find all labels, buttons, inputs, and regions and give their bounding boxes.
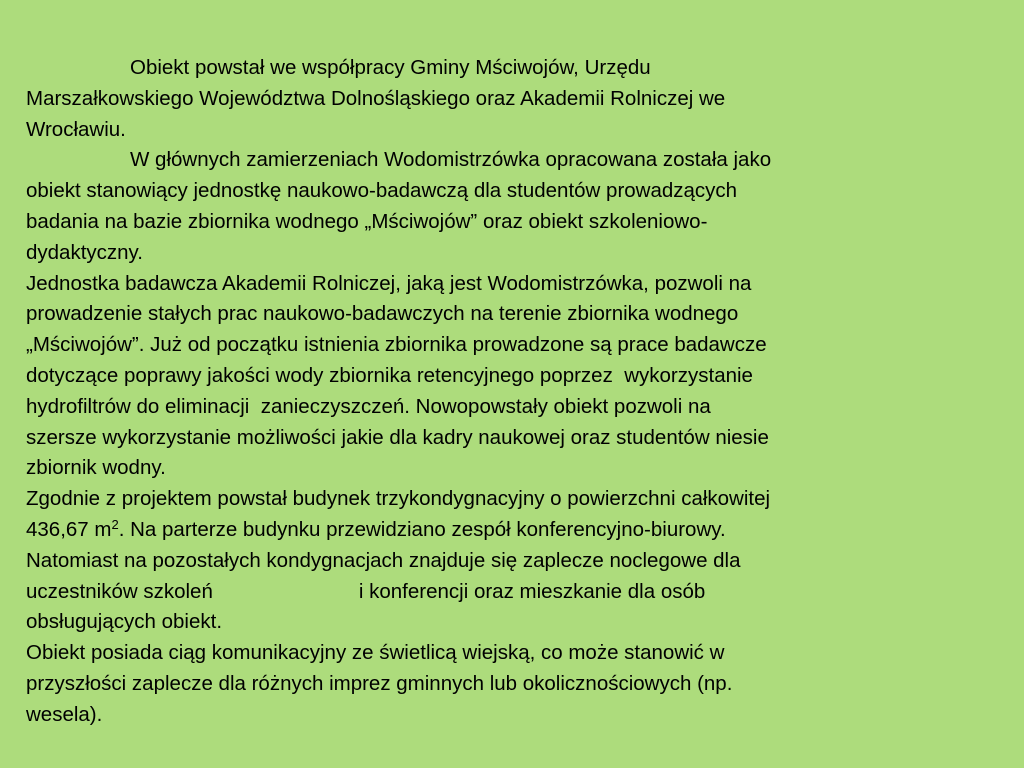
paragraph-2-line-4: dydaktyczny. [26, 240, 143, 264]
paragraph-4-line-1: Zgodnie z projektem powstał budynek trzykondygnacyjny o powierzchni całkowitej [26, 487, 771, 511]
paragraph-3-line-1: Jednostka badawcza Akademii Rolniczej, jaką jest Wodomistrzówka, pozwoli na [26, 271, 752, 295]
paragraph-3-line-5: hydrofiltrów do eliminacji zanieczyszczeń. Nowopowstały obiekt pozwoli na [26, 394, 711, 418]
paragraph-4-line-4-start: uczestników szkoleń [26, 579, 213, 603]
paragraph-5-line-2: przyszłości zaplecze dla różnych imprez gminnych lub okolicznościowych (np. [26, 671, 733, 695]
area-unit-superscript: 2 [111, 516, 119, 532]
paragraph-4-line-4 [26, 577, 986, 608]
paragraph-5-line-1: Obiekt posiada ciąg komunikacyjny ze świetlicą wiejską, co może stanowić w [26, 641, 725, 665]
paragraph-3-line-2: prowadzenie stałych prac naukowo-badawczych na terenie zbiornika wodnego [26, 302, 739, 326]
paragraph-2-line-3: badania na bazie zbiornika wodnego „Mściwojów” oraz obiekt szkoleniowo- [26, 209, 708, 233]
paragraph-4-line-4-end: i konferencji oraz mieszkanie dla osób [358, 579, 706, 603]
paragraph-5-line-3: wesela). [26, 702, 103, 726]
paragraph-4-line-2-rest: . Na parterze budynku przewidziano zespół konferencyjno-biurowy. [118, 517, 726, 541]
area-value: 436,67 m [26, 517, 112, 541]
paragraph-3-line-6: szersze wykorzystanie możliwości jakie dla kadry naukowej oraz studentów niesie [26, 425, 769, 449]
paragraph-4-line-3: Natomiast na pozostałych kondygnacjach znajduje się zaplecze noclegowe dla [26, 548, 741, 572]
paragraph-4-line-2 [26, 515, 986, 546]
paragraph-1-line-2: Marszałkowskiego Województwa Dolnośląskiego oraz Akademii Rolniczej we [26, 86, 726, 110]
paragraph-3-line-7: zbiornik wodny. [26, 456, 166, 480]
paragraph-2-line-2: obiekt stanowiący jednostkę naukowo-badawczą dla studentów prowadzących [26, 179, 738, 203]
body-text [26, 53, 986, 731]
paragraph-4-line-5: obsługujących obiekt. [26, 610, 223, 634]
paragraph-2-line-1: W głównych zamierzeniach Wodomistrzówka opracowana została jako [130, 148, 772, 172]
paragraph-3-line-3: „Mściwojów”. Już od początku istnienia zbiornika prowadzone są prace badawcze [26, 333, 767, 357]
paragraph-3-line-4: dotyczące poprawy jakości wody zbiornika retencyjnego poprzez wykorzystanie [26, 363, 753, 387]
paragraph-1-line-3: Wrocławiu. [26, 117, 126, 141]
paragraph-1-line-1: Obiekt powstał we współpracy Gminy Mściwojów, Urzędu [130, 56, 651, 79]
